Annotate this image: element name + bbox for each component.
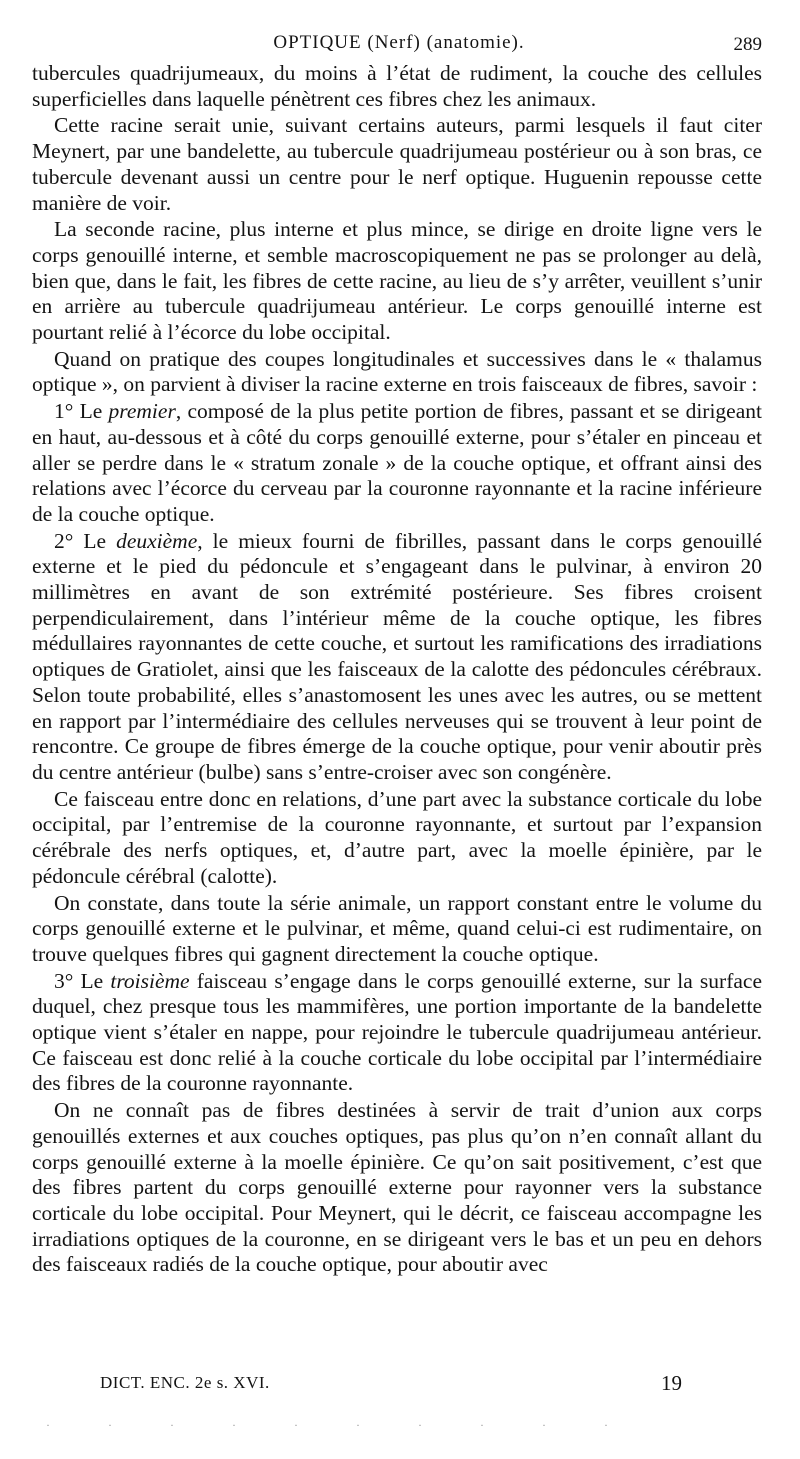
paragraph: On constate, dans toute la série animale, un rapport constant entre le volume du corps genouillé externe et le pulvinar, et même, quand celui-ci est rudimentaire, on trouve quelques fibres qui gagnent directement la couche optique.	[32, 890, 762, 966]
list-marker: 2° Le	[54, 528, 117, 553]
paragraph: Cette racine serait unie, suivant certains auteurs, parmi lesquels il faut citer Meynert, par une bandelette, au tubercule quadrijumeau postérieur ou à son bras, ce tubercule devenant aussi un centre pour le nerf optique. Huguenin repousse cette manière de voir.	[32, 113, 762, 215]
page-footer	[100, 1371, 682, 1401]
decorative-dot-row: ··········	[46, 1418, 666, 1426]
body-text	[32, 61, 762, 1278]
paragraph: La seconde racine, plus interne et plus mince, se dirige en droite ligne vers le corps genouillé interne, et semble macroscopiquement ne pas se prolonger au delà, bien que, dans le fait, les fibres de cette racine, au lieu de s’y arrêter, veuillent s’unir en arrière au tubercule quadrijumeau antérieur. Le corps genouillé interne est pourtant relié à l’écorce du lobe occipital.	[32, 217, 762, 345]
paragraph-continuation: tubercules quadrijumeaux, du moins à l’état de rudiment, la couche des cellules superficielles dans laquelle pénètrent ces fibres chez les animaux.	[32, 61, 762, 111]
page-header	[32, 26, 766, 60]
printer-signature: DICT. ENC. 2e s. XVI.	[100, 1373, 270, 1392]
signature-number: 19	[661, 1371, 682, 1395]
emphasis-term: troisième	[110, 968, 190, 993]
page-number: 289	[733, 34, 762, 55]
paragraph: On ne connaît pas de fibres destinées à servir de trait d’union aux corps genouillés externes et aux couches optiques, pas plus qu’on n’en connaît allant du corps genouillé externe à la moelle épinière. Ce qu’on sait positivement, c’est que des fibres partent du corps genouillé externe pour rayonner vers la substance corticale du lobe occipital. Pour Meynert, qui le décrit, ce faisceau accompagne les irradiations optiques de la couronne, en se dirigeant vers le bas et un peu en dehors des faisceaux radiés de la couche optique, pour aboutir avec	[32, 1098, 762, 1277]
paragraph-third-bundle	[32, 969, 762, 1098]
paragraph-first-bundle	[32, 399, 762, 528]
paragraph-body: , le mieux fourni de fibrilles, passant dans le corps genouillé externe et le pied du pédoncule et s’engageant dans le pulvinar, à environ 20 millimètres en avant de son extrémité postérieure. Ses fibres croisent perpendiculairement, dans l’intérieur même de la couche optique, les fibres médullaires rayonnantes de cette couche, et surtout les ramifications des irradiations optiques de Gratiolet, ainsi que les faisceaux de la calotte des pédoncules cérébraux. Selon toute probabilité, elles s’anastomosent les unes avec les autres, ou se mettent en rapport par l’intermédiaire des cellules nerveuses qui se trouvent à leur point de rencontre. Ce groupe de fibres émerge de la couche optique, pour venir aboutir près du centre antérieur (bulbe) sans s’entre-croiser avec son congénère.	[32, 528, 762, 784]
paragraph: Quand on pratique des coupes longitudinales et successives dans le « thalamus optique », on parvient à diviser la racine externe en trois faisceaux de fibres, savoir :	[32, 346, 762, 397]
paragraph-second-bundle	[32, 529, 762, 786]
paragraph-body: faisceau s’engage dans le corps genouillé externe, sur la surface duquel, chez presque tous les mammifères, une portion importante de la bandelette optique vient s’étaler en nappe, pour rejoindre le tubercule quadrijumeau antérieur. Ce faisceau est donc relié à la couche corticale du lobe occipital par l’intermédiaire des fibres de la couronne rayonnante.	[32, 968, 762, 1096]
running-title: OPTIQUE (Nerf) (anatomie).	[273, 32, 525, 53]
paragraph-body: , composé de la plus petite portion de fibres, passant et se dirigeant en haut, au-dessous et à côté du corps genouillé externe, pour s’étaler en pinceau et aller se perdre dans le « stratum zonale » de la couche optique, et offrant ainsi des relations avec l’écorce du cerveau par la couronne rayonnante et la racine inférieure de la couche optique.	[32, 399, 762, 526]
paragraph: Ce faisceau entre donc en relations, d’une part avec la substance corticale du lobe occipital, par l’entremise de la couronne rayonnante, et surtout par l’expansion cérébrale des nerfs optiques, et, d’autre part, avec la moelle épinière, par le pédoncule cérébral (calotte).	[32, 786, 762, 888]
list-marker: 1° Le	[54, 399, 109, 424]
list-marker: 3° Le	[54, 968, 111, 993]
emphasis-term: premier	[108, 399, 176, 424]
emphasis-term: deuxième	[116, 528, 198, 553]
